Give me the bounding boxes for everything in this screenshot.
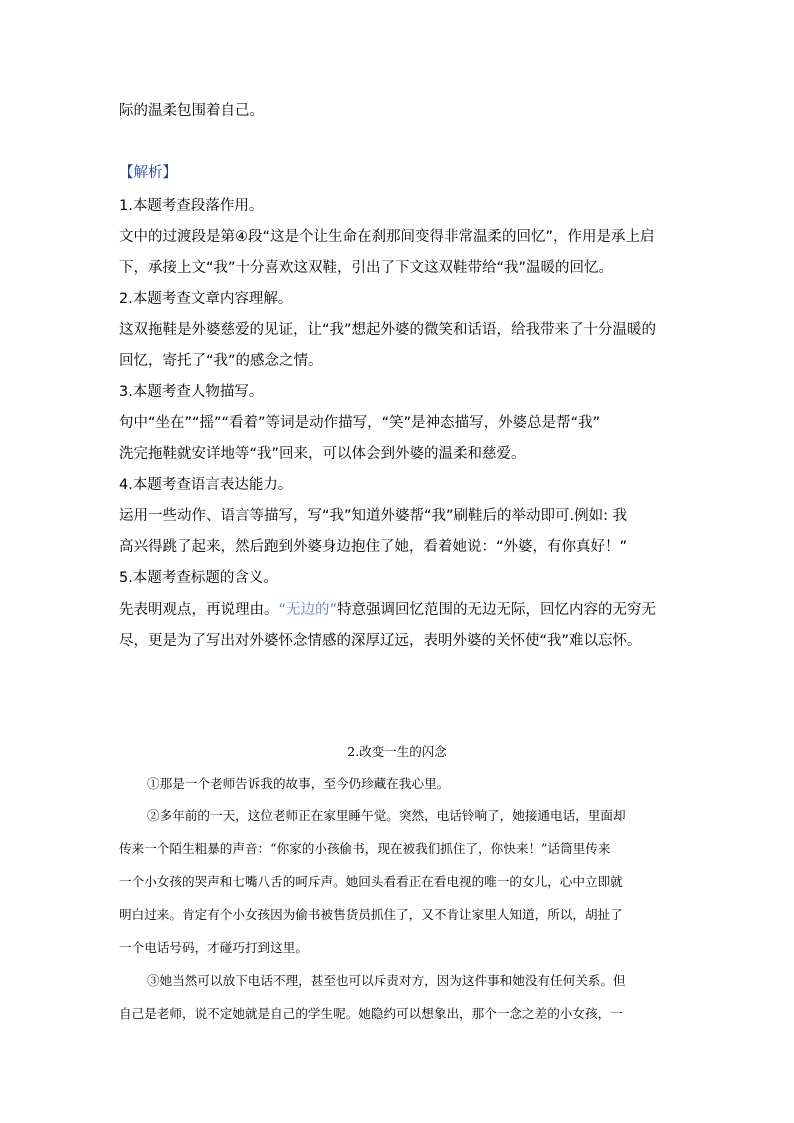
story-paragraph-2-line-5: 一个电话号码，才碰巧打到这里。: [119, 940, 308, 955]
q4-line-2: 高兴得跳了起来，然后跑到外婆身边抱住了她，看着她说：“外婆，有你真好！”: [119, 539, 628, 555]
q5-line-1-end: 特意强调回忆范围的无边无际，回忆内容的无穷无: [337, 602, 657, 618]
q2-line-1: 这双拖鞋是外婆慈爱的见证，让“我”想起外婆的微笑和话语，给我带来了十分温暖的: [119, 322, 657, 338]
q3-line-2: 洗完拖鞋就安详地等“我”回来，可以体会到外婆的温柔和慈爱。: [119, 446, 526, 462]
q4-title: 4.本题考查语言表达能力。: [119, 477, 293, 493]
q2-line-2: 回忆，寄托了“我”的感念之情。: [119, 353, 323, 369]
q5-line-1: [119, 600, 656, 620]
highlighted-phrase: “无边的”: [278, 602, 338, 618]
story-paragraph-2-line-3: 一个小女孩的哭声和七嘴八舌的呵斥声。她回头看看正在看电视的唯一的女儿，心中立即就: [119, 874, 623, 889]
q1-line-2: 下，承接上文“我”十分喜欢这双鞋，引出了下文这双鞋带给“我”温暖的回忆。: [119, 260, 614, 276]
q1-title: 1.本题考查段落作用。: [119, 198, 264, 214]
story-paragraph-3-line-1: ③她当然可以放下电话不理，甚至也可以斥责对方，因为这件事和她没有任何关系。但: [147, 973, 626, 988]
q3-line-1: 句中“坐在”“摇”“看着”等词是动作描写，“笑”是神态描写，外婆总是帮“我”: [119, 415, 601, 431]
q4-line-1: 运用一些动作、语言等描写，写“我”知道外婆帮“我”刷鞋后的举动即可.例如: 我: [119, 508, 628, 524]
q5-title: 5.本题考查标题的含义。: [119, 570, 278, 586]
answer-tail: 际的温柔包围着自己。: [119, 103, 264, 119]
story-paragraph-2-line-4: 明白过来。肯定有个小女孩因为偷书被售货员抓住了，又不肯让家里人知道，所以，胡扯了: [119, 907, 623, 922]
story-title: 2.改变一生的闪念: [347, 744, 447, 759]
q5-line-1-start: 先表明观点，再说理由。: [119, 602, 279, 618]
analysis-heading: 【解析】: [119, 165, 177, 181]
q1-line-1: 文中的过渡段是第④段“这是个让生命在刹那间变得非常温柔的回忆”，作用是承上启: [119, 229, 655, 245]
q3-title: 3.本题考查人物描写。: [119, 384, 264, 400]
q5-line-2: 尽，更是为了写出对外婆怀念情感的深厚辽远，表明外婆的关怀使“我”难以忘怀。: [119, 633, 642, 649]
q2-title: 2.本题考查文章内容理解。: [119, 291, 293, 307]
story-paragraph-1: ①那是一个老师告诉我的故事，至今仍珍藏在我心里。: [147, 776, 450, 791]
story-paragraph-2-line-1: ②多年前的一天，这位老师正在家里睡午觉。突然，电话铃响了，她接通电话，里面却: [147, 808, 626, 823]
story-paragraph-3-line-2: 自己是老师，说不定她就是自己的学生呢。她隐约可以想象出，那个一念之差的小女孩，一: [119, 1006, 623, 1021]
story-paragraph-2-line-2: 传来一个陌生粗暴的声音：“你家的小孩偷书，现在被我们抓住了，你快来！”话筒里传来: [119, 841, 611, 856]
